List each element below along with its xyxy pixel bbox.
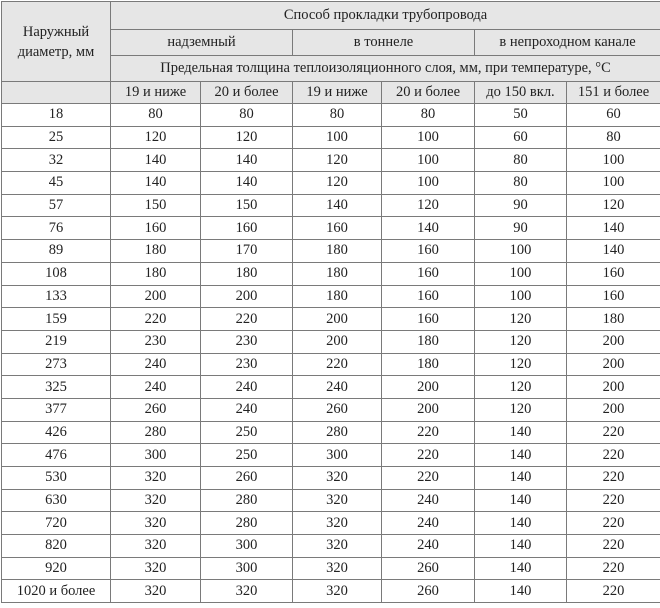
thickness-cell: 180 [111,240,201,263]
table-row [2,330,660,353]
thickness-cell: 240 [201,398,293,421]
diameter-cell: 325 [2,376,111,399]
thickness-cell: 240 [382,489,475,512]
thickness-cell: 100 [382,126,475,149]
thickness-cell: 100 [382,149,475,172]
thickness-cell: 220 [567,557,660,580]
thickness-cell: 320 [293,557,382,580]
diameter-cell: 89 [2,240,111,263]
thickness-cell: 180 [293,262,382,285]
table-row [2,444,660,467]
thickness-cell: 80 [475,172,567,195]
table-row [2,240,660,263]
thickness-cell: 100 [567,172,660,195]
thickness-cell: 220 [382,444,475,467]
thickness-cell: 140 [475,535,567,558]
table-row [2,194,660,217]
method-header: Способ прокладки трубопровода [111,2,660,30]
thickness-cell: 180 [293,285,382,308]
diameter-cell: 720 [2,512,111,535]
thickness-cell: 320 [293,580,382,603]
thickness-cell: 200 [382,398,475,421]
thickness-cell: 230 [111,330,201,353]
thickness-cell: 180 [111,262,201,285]
thickness-cell: 220 [567,444,660,467]
thickness-cell: 280 [293,421,382,444]
thickness-cell: 240 [111,376,201,399]
empty-header-cell [2,82,111,104]
thickness-cell: 120 [293,172,382,195]
thickness-cell: 200 [567,398,660,421]
diameter-cell: 273 [2,353,111,376]
thickness-cell: 100 [475,285,567,308]
thickness-cell: 90 [475,194,567,217]
diameter-cell: 219 [2,330,111,353]
thickness-cell: 120 [475,376,567,399]
thickness-cell: 320 [293,535,382,558]
thickness-cell: 100 [382,172,475,195]
diameter-cell: 426 [2,421,111,444]
table-row [2,512,660,535]
thickness-cell: 120 [475,308,567,331]
thickness-cell: 80 [567,126,660,149]
thickness-cell: 160 [567,262,660,285]
thickness-cell: 200 [201,285,293,308]
diameter-cell: 76 [2,217,111,240]
temp-header: до 150 вкл. [475,82,567,104]
thickness-cell: 160 [382,262,475,285]
thickness-cell: 140 [111,172,201,195]
thickness-cell: 300 [201,535,293,558]
thickness-cell: 140 [475,557,567,580]
thickness-cell: 120 [382,194,475,217]
group-header-aboveground: надземный [111,30,293,56]
thickness-cell: 320 [293,467,382,490]
table-row [2,398,660,421]
table-row [2,217,660,240]
thickness-cell: 140 [201,172,293,195]
thickness-cell: 160 [201,217,293,240]
thickness-cell: 140 [475,580,567,603]
thickness-cell: 320 [111,489,201,512]
diameter-cell: 57 [2,194,111,217]
temp-header: 20 и более [382,82,475,104]
thickness-cell: 220 [382,467,475,490]
table-row [2,467,660,490]
thickness-cell: 220 [567,580,660,603]
table-row [2,149,660,172]
diameter-cell: 108 [2,262,111,285]
table-row [2,308,660,331]
temp-header: 151 и более [567,82,660,104]
thickness-cell: 230 [201,353,293,376]
diameter-header: Наружный диаметр, мм [2,2,111,82]
thickness-cell: 240 [293,376,382,399]
thickness-cell: 170 [201,240,293,263]
thickness-cell: 260 [382,580,475,603]
temp-header: 20 и более [201,82,293,104]
group-header-tunnel: в тоннеле [293,30,475,56]
thickness-cell: 220 [293,353,382,376]
thickness-cell: 200 [111,285,201,308]
diameter-cell: 45 [2,172,111,195]
thickness-cell: 180 [567,308,660,331]
thickness-cell: 80 [201,104,293,127]
thickness-cell: 230 [201,330,293,353]
diameter-cell: 159 [2,308,111,331]
thickness-cell: 240 [201,376,293,399]
thickness-cell: 100 [567,149,660,172]
thickness-cell: 100 [293,126,382,149]
thickness-cell: 120 [475,353,567,376]
thickness-cell: 140 [567,217,660,240]
thickness-cell: 320 [111,467,201,490]
thickness-cell: 180 [201,262,293,285]
thickness-cell: 300 [201,557,293,580]
thickness-cell: 120 [111,126,201,149]
thickness-cell: 140 [475,512,567,535]
thickness-cell: 300 [111,444,201,467]
thickness-cell: 150 [111,194,201,217]
thickness-cell: 200 [567,353,660,376]
thickness-cell: 200 [567,376,660,399]
table-row [2,421,660,444]
thickness-cell: 280 [201,512,293,535]
thickness-cell: 220 [382,421,475,444]
thickness-cell: 100 [475,240,567,263]
thickness-cell: 300 [293,444,382,467]
thickness-cell: 160 [111,217,201,240]
table-row [2,557,660,580]
thickness-cell: 80 [475,149,567,172]
thickness-cell: 220 [567,489,660,512]
diameter-cell: 820 [2,535,111,558]
group-header-channel: в непроходном канале [475,30,660,56]
diameter-cell: 530 [2,467,111,490]
thickness-cell: 240 [382,512,475,535]
thickness-cell: 140 [201,149,293,172]
thickness-cell: 140 [111,149,201,172]
table-row [2,126,660,149]
thickness-cell: 140 [475,467,567,490]
limit-header: Предельная толщина теплоизоляционного слоя, мм, при температуре, °С [111,56,660,82]
table-body [2,104,660,603]
thickness-cell: 60 [475,126,567,149]
thickness-cell: 160 [382,240,475,263]
thickness-cell: 320 [201,580,293,603]
thickness-cell: 320 [293,489,382,512]
diameter-cell: 18 [2,104,111,127]
table-row [2,353,660,376]
table-row [2,262,660,285]
table-row [2,285,660,308]
thickness-cell: 80 [382,104,475,127]
thickness-cell: 100 [475,262,567,285]
thickness-cell: 120 [293,149,382,172]
thickness-cell: 160 [293,217,382,240]
temp-header: 19 и ниже [111,82,201,104]
thickness-cell: 250 [201,421,293,444]
thickness-cell: 320 [293,512,382,535]
table-row [2,580,660,603]
thickness-cell: 220 [567,535,660,558]
thickness-cell: 240 [111,353,201,376]
thickness-cell: 220 [567,421,660,444]
diameter-cell: 32 [2,149,111,172]
thickness-cell: 280 [201,489,293,512]
thickness-cell: 140 [382,217,475,240]
thickness-cell: 320 [111,535,201,558]
thickness-cell: 220 [567,512,660,535]
thickness-cell: 80 [111,104,201,127]
thickness-cell: 220 [201,308,293,331]
thickness-cell: 140 [567,240,660,263]
thickness-cell: 160 [382,308,475,331]
thickness-cell: 200 [382,376,475,399]
insulation-thickness-table [1,1,660,603]
thickness-cell: 260 [382,557,475,580]
thickness-cell: 140 [475,421,567,444]
thickness-cell: 250 [201,444,293,467]
thickness-cell: 140 [293,194,382,217]
diameter-cell: 25 [2,126,111,149]
thickness-cell: 200 [567,330,660,353]
thickness-cell: 320 [111,580,201,603]
thickness-cell: 220 [111,308,201,331]
diameter-cell: 920 [2,557,111,580]
thickness-cell: 180 [293,240,382,263]
thickness-cell: 120 [475,330,567,353]
table-row [2,104,660,127]
table-row [2,376,660,399]
thickness-cell: 180 [382,353,475,376]
thickness-cell: 50 [475,104,567,127]
thickness-cell: 240 [382,535,475,558]
thickness-cell: 140 [475,444,567,467]
diameter-cell: 476 [2,444,111,467]
thickness-cell: 280 [111,421,201,444]
thickness-cell: 140 [475,489,567,512]
thickness-cell: 120 [567,194,660,217]
diameter-cell: 377 [2,398,111,421]
diameter-cell: 630 [2,489,111,512]
thickness-cell: 260 [293,398,382,421]
diameter-cell: 1020 и более [2,580,111,603]
thickness-cell: 220 [567,467,660,490]
thickness-cell: 60 [567,104,660,127]
thickness-cell: 90 [475,217,567,240]
temp-header: 19 и ниже [293,82,382,104]
thickness-cell: 80 [293,104,382,127]
thickness-cell: 320 [111,512,201,535]
thickness-cell: 120 [475,398,567,421]
thickness-cell: 200 [293,308,382,331]
diameter-cell: 133 [2,285,111,308]
thickness-cell: 120 [201,126,293,149]
thickness-cell: 150 [201,194,293,217]
table-row [2,489,660,512]
thickness-cell: 200 [293,330,382,353]
table-row [2,172,660,195]
table-row [2,535,660,558]
thickness-cell: 180 [382,330,475,353]
thickness-cell: 160 [382,285,475,308]
thickness-cell: 160 [567,285,660,308]
thickness-cell: 320 [111,557,201,580]
thickness-cell: 260 [201,467,293,490]
thickness-cell: 260 [111,398,201,421]
